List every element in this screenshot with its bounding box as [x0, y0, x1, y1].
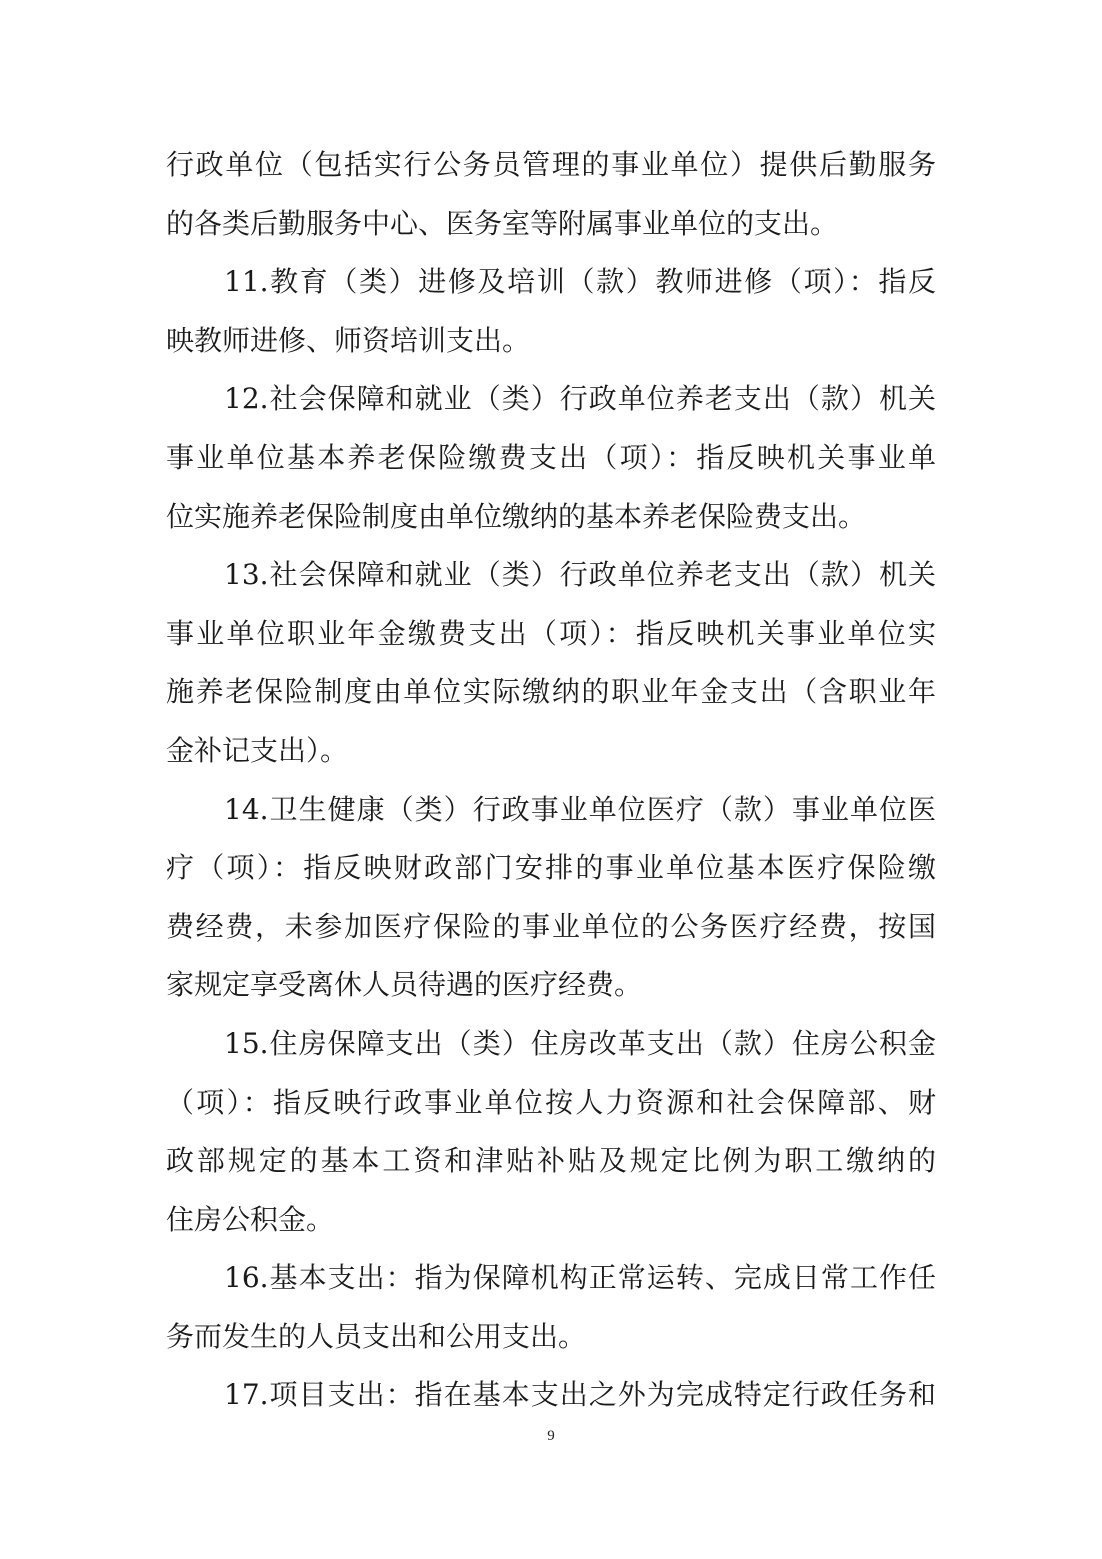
paragraph-15-line: 15.住房保障支出（类）住房改革支出（款）住房公积金 [224, 1026, 936, 1060]
text-line: 的各类后勤服务中心、医务室等附属事业单位的支出。 [166, 206, 839, 240]
paragraph-14-line: 14.卫生健康（类）行政事业单位医疗（款）事业单位医 [224, 792, 936, 826]
paragraph-13-line: 13.社会保障和就业（类）行政单位养老支出（款）机关 [224, 558, 936, 592]
page-number: 9 [547, 1428, 555, 1444]
paragraph-14-line: 费经费，未参加医疗保险的事业单位的公务医疗经费，按国 [166, 909, 936, 943]
paragraph-14-line: 疗（项）：指反映财政部门安排的事业单位基本医疗保险缴 [166, 851, 936, 885]
paragraph-13-line: 金补记支出）。 [166, 733, 349, 767]
paragraph-13-line: 施养老保险制度由单位实际缴纳的职业年金支出（含职业年 [166, 675, 936, 709]
paragraph-16-line: 务而发生的人员支出和公用支出。 [166, 1319, 587, 1353]
paragraph-13-line: 事业单位职业年金缴费支出（项）：指反映机关事业单位实 [166, 616, 936, 650]
paragraph-16-line: 16.基本支出：指为保障机构正常运转、完成日常工作任 [224, 1261, 936, 1295]
paragraph-14-line: 家规定享受离休人员待遇的医疗经费。 [166, 968, 643, 1002]
paragraph-11-line: 11.教育（类）进修及培训（款）教师进修（项）：指反 [224, 265, 936, 299]
paragraph-15-line: 政部规定的基本工资和津贴补贴及规定比例为职工缴纳的 [166, 1144, 936, 1178]
paragraph-17-line: 17.项目支出：指在基本支出之外为完成特定行政任务和 [224, 1378, 936, 1412]
paragraph-12-line: 12.社会保障和就业（类）行政单位养老支出（款）机关 [224, 382, 936, 416]
paragraph-11-line: 映教师进修、师资培训支出。 [166, 323, 531, 357]
paragraph-12-line: 事业单位基本养老保险缴费支出（项）：指反映机关事业单 [166, 440, 936, 474]
paragraph-12-line: 位实施养老保险制度由单位缴纳的基本养老保险费支出。 [166, 499, 867, 533]
paragraph-15-line: （项）：指反映行政事业单位按人力资源和社会保障部、财 [166, 1085, 936, 1119]
paragraph-15-line: 住房公积金。 [166, 1202, 335, 1236]
body-text [166, 136, 936, 1425]
text-line: 行政单位（包括实行公务员管理的事业单位）提供后勤服务 [166, 148, 936, 181]
